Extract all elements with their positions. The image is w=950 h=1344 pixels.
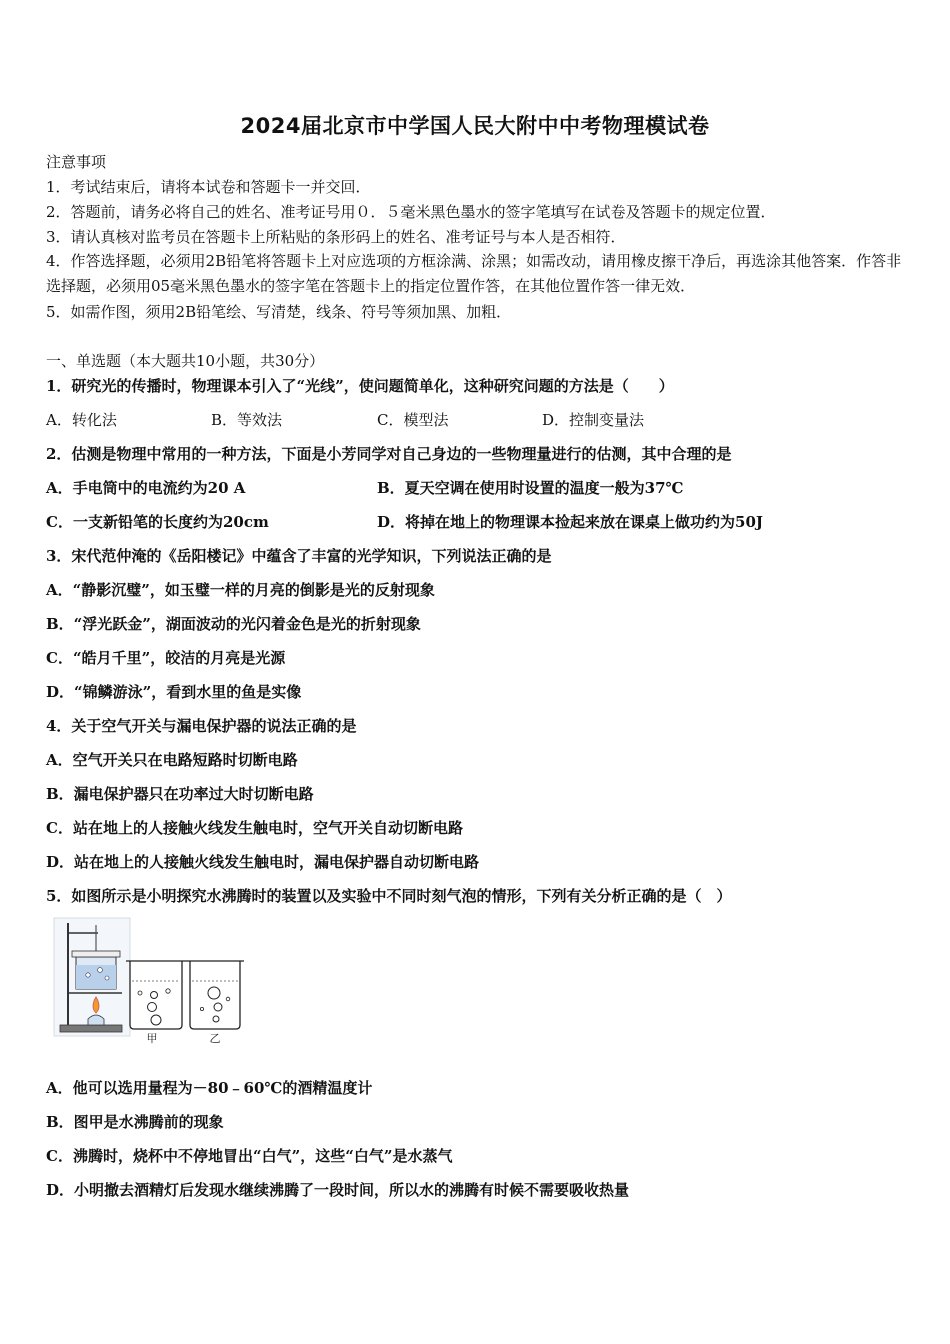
q1-option-d: D．控制变量法 (542, 411, 645, 429)
notice-heading: 注意事项 (46, 153, 107, 171)
notice-item: 4．作答选择题，必须用2B铅笔将答题卡上对应选项的方框涂满、涂黑；如需改动，请用橡皮擦干净后，再选涂其他答案．作答非选择题，必须用05毫米黑色墨水的签字笔在答题卡上的指定位置作答，在其他位置作答一律无效． (46, 252, 902, 295)
notice-item: 1．考试结束后，请将本试卷和答题卡一并交回． (46, 178, 371, 196)
question-stem: 1．研究光的传播时，物理课本引入了“光线”，使问题简单化，这种研究问题的方法是（ ） (46, 377, 674, 395)
q2-option-a: A．手电筒中的电流约为20 A (46, 479, 246, 497)
q5-option-a: A．他可以选用量程为－80﹣60℃的酒精温度计 (46, 1079, 373, 1097)
q2-option-d: D．将掉在地上的物理课本捡起来放在课桌上做功约为50J (377, 513, 763, 531)
q4-option-a: A．空气开关只在电路短路时切断电路 (46, 751, 298, 769)
q3-option-b: B．“浮光跃金”，湖面波动的光闪着金色是光的折射现象 (46, 615, 421, 633)
question-stem: 2．估测是物理中常用的一种方法，下面是小芳同学对自己身边的一些物理量进行的估测，其中合理的是 (46, 445, 732, 463)
figure-label-yi: 乙 (209, 1032, 221, 1045)
q5-option-b: B．图甲是水沸腾前的现象 (46, 1113, 224, 1131)
notice-item: 5．如需作图，须用2B铅笔绘、写清楚，线条、符号等须加黑、加粗． (46, 303, 512, 321)
q3-option-c: C．“皓月千里”，皎洁的月亮是光源 (46, 649, 286, 667)
question-stem: 3．宋代范仲淹的《岳阳楼记》中蕴含了丰富的光学知识，下列说法正确的是 (46, 547, 552, 565)
q5-option-c: C．沸腾时，烧杯中不停地冒出“白气”，这些“白气”是水蒸气 (46, 1147, 453, 1165)
q4-option-d: D．站在地上的人接触火线发生触电时，漏电保护器自动切断电路 (46, 853, 480, 871)
q5-option-d: D．小明撤去酒精灯后发现水继续沸腾了一段时间，所以水的沸腾有时候不需要吸收热量 (46, 1181, 630, 1199)
boiling-experiment-figure (52, 915, 252, 1045)
notice-item: 2．答题前，请务必将自己的姓名、准考证号用０．５毫米黑色墨水的签字笔填写在试卷及答题卡的规定位置． (46, 203, 776, 221)
figure-label-jia: 甲 (146, 1032, 158, 1045)
q2-option-b: B．夏天空调在使用时设置的温度一般为37℃ (377, 479, 684, 497)
q4-option-c: C．站在地上的人接触火线发生触电时，空气开关自动切断电路 (46, 819, 463, 837)
q1-option-c: C．模型法 (377, 411, 449, 429)
notice-item: 3．请认真核对监考员在答题卡上所粘贴的条形码上的姓名、准考证号与本人是否相符． (46, 228, 626, 246)
question-stem: 4．关于空气开关与漏电保护器的说法正确的是 (46, 717, 357, 735)
q1-option-a: A．转化法 (46, 411, 117, 429)
q3-option-a: A．“静影沉璧”，如玉璧一样的月亮的倒影是光的反射现象 (46, 581, 435, 599)
question-stem: 5．如图所示是小明探究水沸腾时的装置以及实验中不同时刻气泡的情形，下列有关分析正确的是（ ） (46, 887, 732, 905)
q3-option-d: D．“锦鳞游泳”，看到水里的鱼是实像 (46, 683, 302, 701)
q1-option-b: B．等效法 (211, 411, 283, 429)
apparatus-illustration (52, 915, 252, 1045)
page-title: 2024届北京市中学国人民大附中中考物理模试卷 (240, 114, 710, 138)
section-heading: 一、单选题（本大题共10小题，共30分） (46, 352, 325, 370)
q2-option-c: C．一支新铅笔的长度约为20cm (46, 513, 269, 531)
q4-option-b: B．漏电保护器只在功率过大时切断电路 (46, 785, 314, 803)
